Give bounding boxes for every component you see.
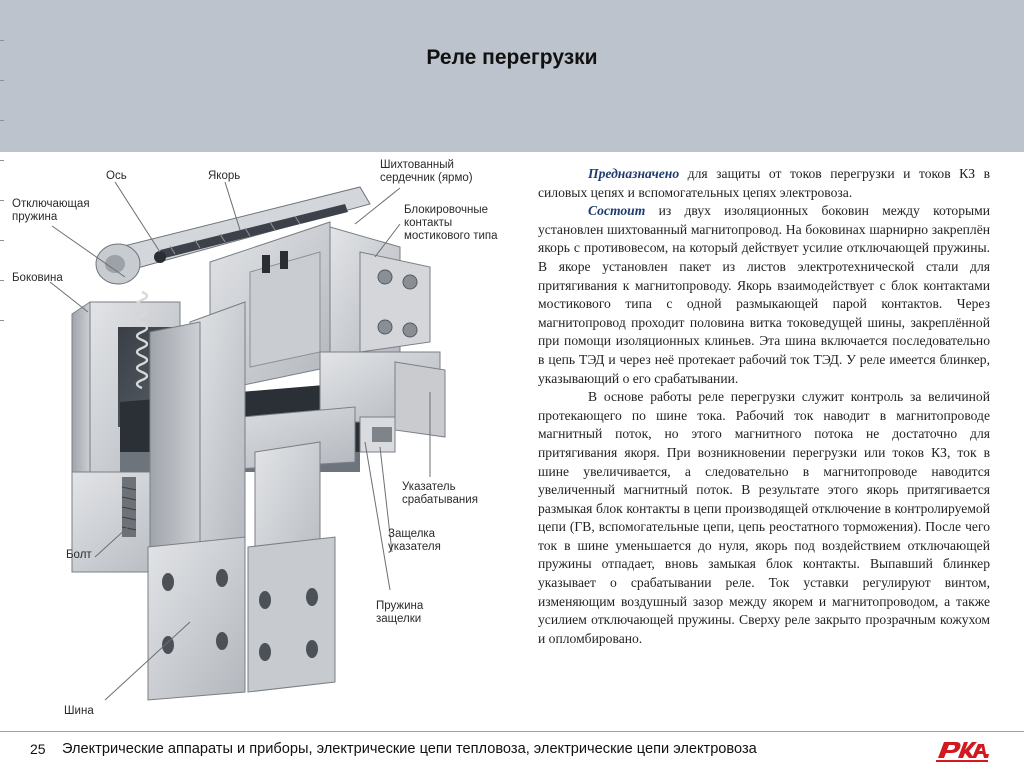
page-title: Реле перегрузки [426,46,598,69]
label-indicator-line1: Указатель [402,481,456,493]
label-latch-spring-line2: защелки [376,613,422,625]
slide-number: 25 [30,741,46,757]
label-contacts-line2: контакты [404,217,453,229]
purpose-lead: Предназначено [588,166,680,181]
label-armature: Якорь [208,170,241,182]
label-contacts-line3: мостикового типа [404,230,498,242]
rzd-logo-icon [934,736,990,764]
label-latch-line2: указателя [388,541,441,553]
purpose-text: для защиты от токов перегрузки и токов КЗ в силовых цепях и вспомогательных цепях электровоза. [538,166,990,200]
label-core-line2: сердечник (ярмо) [380,172,473,184]
description-text [538,165,990,648]
paragraph-purpose [538,165,990,202]
label-spring-line1: Отключающая [12,198,90,210]
label-bolt: Болт [66,549,92,561]
label-latch-line1: Защелка [388,528,436,540]
label-bus-bar: Шина [64,705,94,717]
composition-lead: Состоит [588,203,646,219]
label-core-line1: Шихтованный [380,159,454,171]
label-indicator-line2: срабатывания [402,494,478,506]
course-title: Электрические аппараты и приборы, электрические цепи тепловоза, электрические цепи электровоза [62,741,757,757]
header-band [0,0,1024,152]
relay-diagram [0,152,520,730]
label-latch-spring-line1: Пружина [376,600,424,612]
paragraph-composition [538,202,990,388]
paragraph-operation: В основе работы реле перегрузки служит контроль за величиной протекающего по шине тока. Рабочий ток наводит в магнитопроводе магнитный поток, но этого магнитного потока не достаточно для притягивания якоря. При возникновении перегрузки или токов КЗ, ток в шине увеличивается, а следовательно в магнитопроводе наводится увеличенный магнитный поток. В результате этого якорь притягивается размыкая блок контакты в цепи производящей отключение в контролируемой цепи (ГВ, вспомогательные цепи, цепь реостатного торможения). После чего ток в шине уменьшается до нуля, якорь под воздействием отключающей пружины отпадает, вновь замыкая блок контакты. Выпавший блинкер указывает о срабатывании реле. Ток уставки регулируют винтом, изменяющим воздушный зазор между якорем и магнитопроводом, а также усилием отключающей пружины. Сверху реле закрыто прозрачным кожухом и опломбировано. [538,389,990,646]
footer-divider [0,731,1024,732]
composition-text: из двух изоляционных боковин между которыми установлен шихтованный магнитопровод. На боковинах шарнирно закреплён якорь с противовесом, на который действует усилие отключающей пружины. В якоре установлен пакет из листов электротехнической стали для притягивания к магнитопроводу. Якорь взаимодействует с блок контактами мостикового типа с одной размыкающей парой контактов. Через магнитопровод проходит половина витка токоведущей шины, закреплённой при помощи изоляционных клиньев. Эта шина включается последовательно в цепь ТЭД и через неё протекает рабочий ток ТЭД. У реле имеется блинкер, указывающий о его срабатывании. [538,203,990,386]
label-spring-line2: пружина [12,211,58,223]
label-os: Ось [106,170,127,182]
label-cheek: Боковина [12,272,63,284]
label-contacts-line1: Блокировочные [404,204,489,216]
